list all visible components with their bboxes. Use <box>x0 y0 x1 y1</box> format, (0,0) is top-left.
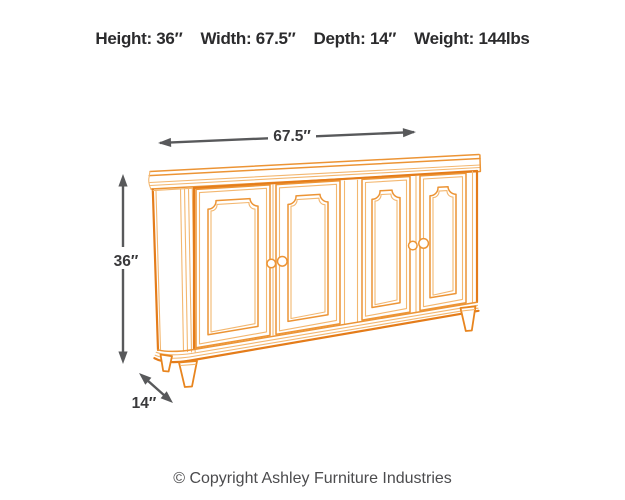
width-dimension-label: 67.5″ <box>273 128 311 145</box>
spec-width: Width: 67.5″ <box>200 29 296 48</box>
depth-dimension-label: 14″ <box>131 395 157 412</box>
cabinet-rear-left-leg <box>161 355 173 372</box>
height-arrow <box>108 174 144 364</box>
arrow-left-head-icon <box>158 138 171 147</box>
spec-height: Height: 36″ <box>95 29 183 48</box>
cabinet-illustration <box>149 155 481 388</box>
spec-weight: Weight: 144lbs <box>414 29 530 48</box>
arrow-down-head-icon <box>118 352 127 365</box>
height-dimension-label: 36″ <box>113 253 139 270</box>
copyright-text: © Copyright Ashley Furniture Industries <box>173 470 452 487</box>
spec-depth: Depth: 14″ <box>313 29 397 48</box>
depth-arrow <box>132 373 173 412</box>
arrow-right-head-icon <box>403 128 416 137</box>
width-arrow <box>158 126 416 147</box>
arrow-up-head-icon <box>118 174 127 187</box>
